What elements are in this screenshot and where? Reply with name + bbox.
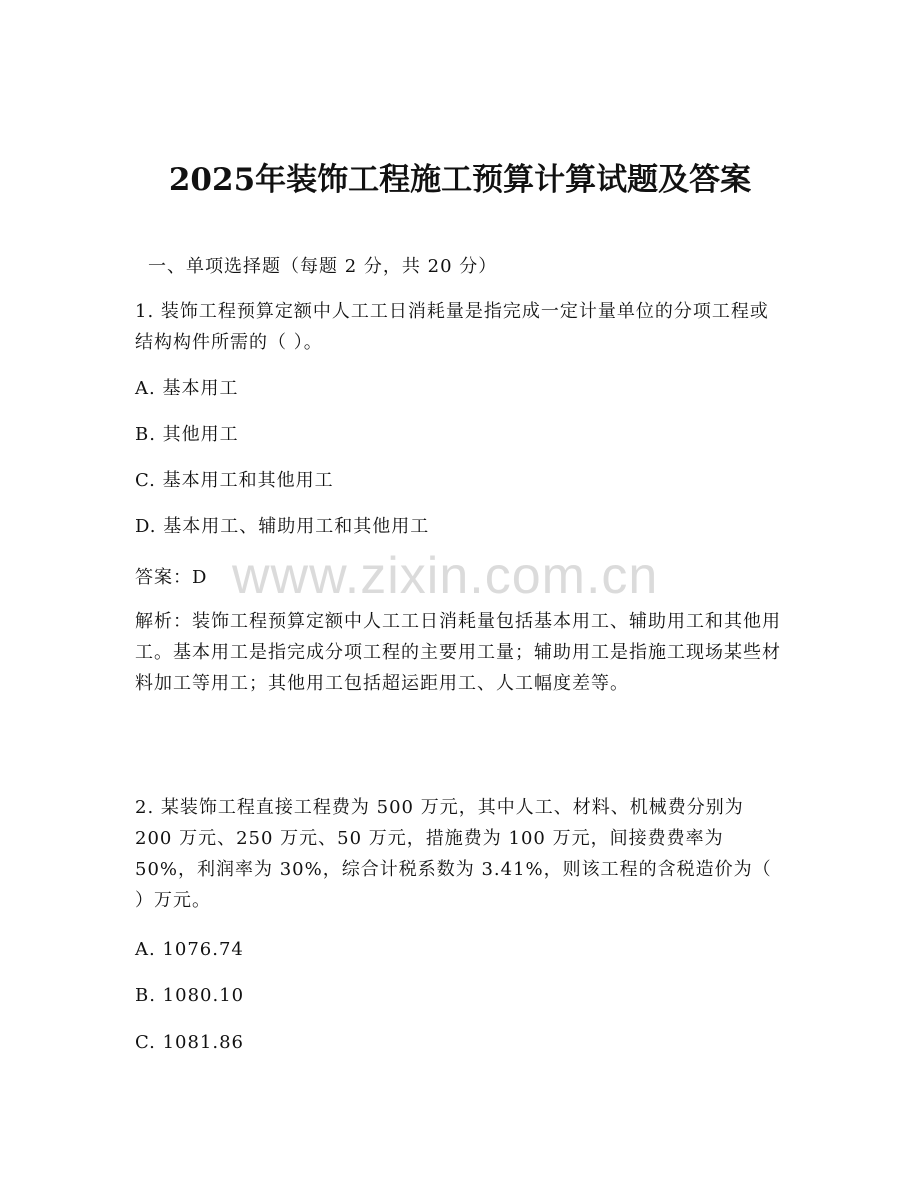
question-2-option-b: B. 1080.10 bbox=[135, 985, 245, 1006]
section-heading: 一、单项选择题（每题 2 分，共 20 分） bbox=[148, 256, 498, 277]
question-1-option-a: A. 基本用工 bbox=[135, 378, 239, 399]
document-title: 2025年装饰工程施工预算计算试题及答案 bbox=[168, 162, 752, 198]
question-1-explanation: 解析：装饰工程预算定额中人工工日消耗量包括基本用工、辅助用工和其他用工。基本用工是指完成分项工程的主要用工量；辅助用工是指施工现场某些材料加工等用工；其他用工包括超运距用工、人工幅度差等。 bbox=[135, 611, 781, 694]
question-1-option-d: D. 基本用工、辅助用工和其他用工 bbox=[135, 516, 430, 537]
watermark: www.zixin.com.cn bbox=[232, 547, 659, 605]
question-2-stem: 2. 某装饰工程直接工程费为 500 万元，其中人工、材料、机械费分别为 200 万元、250 万元、50 万元，措施费为 100 万元，间接费费率为 50%，利润率为 30%，综合计税系数为 3.41%，则该工程的含税造价为（ ）万元。 bbox=[135, 797, 772, 911]
question-1-answer: 答案：D bbox=[135, 567, 208, 588]
question-1-stem: 1. 装饰工程预算定额中人工工日消耗量是指完成一定计量单位的分项工程或结构构件所需的（ ）。 bbox=[135, 301, 769, 353]
question-2-option-a: A. 1076.74 bbox=[135, 939, 244, 960]
question-1-option-b: B. 其他用工 bbox=[135, 424, 239, 445]
question-2-option-c: C. 1081.86 bbox=[135, 1032, 245, 1053]
question-1-option-c: C. 基本用工和其他用工 bbox=[135, 470, 334, 491]
